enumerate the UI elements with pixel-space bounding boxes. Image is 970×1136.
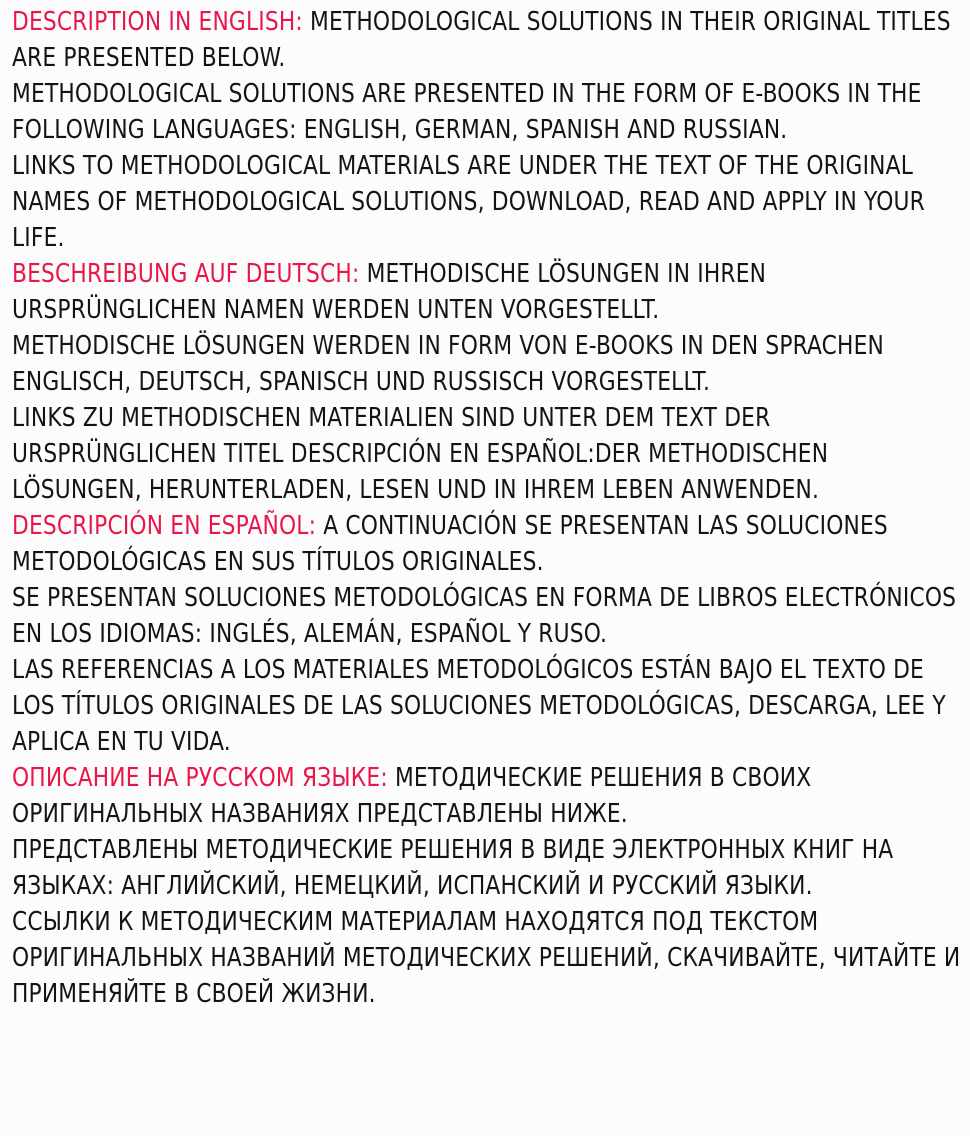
russian-links-text: ССЫЛКИ К МЕТОДИЧЕСКИМ МАТЕРИАЛАМ НАХОДЯТСЯ ПОД ТЕКСТОМ ОРИГИНАЛЬНЫХ НАЗВАНИЙ МЕТОДИЧЕСКИХ РЕШЕНИЙ, СКАЧИВАЙТЕ, ЧИТАЙТЕ И ПРИМЕНЯЙТЕ В СВОЕЙ ЖИЗНИ. bbox=[12, 907, 961, 1009]
german-format-paragraph bbox=[12, 328, 961, 400]
german-links-paragraph bbox=[12, 400, 961, 508]
english-format-paragraph bbox=[12, 76, 961, 148]
russian-intro-text: МЕТОДИЧЕСКИЕ РЕШЕНИЯ В СВОИХ ОРИГИНАЛЬНЫХ НАЗВАНИЯХ ПРЕДСТАВЛЕНЫ НИЖЕ. bbox=[12, 763, 812, 829]
english-format-text: METHODOLOGICAL SOLUTIONS ARE PRESENTED IN THE FORM OF E-BOOKS IN THE FOLLOWING LANGUAGES: ENGLISH, GERMAN, SPANISH AND RUSSIAN. bbox=[12, 79, 922, 145]
spanish-intro-text: A CONTINUACIÓN SE PRESENTAN LAS SOLUCIONES METODOLÓGICAS EN SUS TÍTULOS ORIGINALES. bbox=[12, 511, 888, 577]
russian-intro-paragraph bbox=[12, 760, 961, 832]
russian-links-paragraph bbox=[12, 904, 961, 1012]
german-links-text: LINKS ZU METHODISCHEN MATERIALIEN SIND UNTER DEM TEXT DER URSPRÜNGLICHEN TITEL DESCRIPCIÓN EN ESPAÑOL:DER METHODISCHEN LÖSUNGEN, HERUNTERLADEN, LESEN UND IN IHREM LEBEN ANWENDEN. bbox=[12, 403, 829, 505]
russian-format-paragraph bbox=[12, 832, 961, 904]
english-intro-paragraph bbox=[12, 4, 961, 76]
spanish-format-paragraph bbox=[12, 580, 961, 652]
english-links-text: LINKS TO METHODOLOGICAL MATERIALS ARE UNDER THE TEXT OF THE ORIGINAL NAMES OF METHODOLOGICAL SOLUTIONS, DOWNLOAD, READ AND APPLY IN YOUR LIFE. bbox=[12, 151, 925, 253]
spanish-links-text: LAS REFERENCIAS A LOS MATERIALES METODOLÓGICOS ESTÁN BAJO EL TEXTO DE LOS TÍTULOS ORIGINALES DE LAS SOLUCIONES METODOLÓGICAS, DESCARGA, LEE Y APLICA EN TU VIDA. bbox=[12, 655, 946, 757]
german-format-text: METHODISCHE LÖSUNGEN WERDEN IN FORM VON E-BOOKS IN DEN SPRACHEN ENGLISCH, DEUTSCH, SPANISCH UND RUSSISCH VORGESTELLT. bbox=[12, 331, 884, 397]
spanish-links-paragraph bbox=[12, 652, 961, 760]
spanish-format-text: SE PRESENTAN SOLUCIONES METODOLÓGICAS EN FORMA DE LIBROS ELECTRÓNICOS EN LOS IDIOMAS: INGLÉS, ALEMÁN, ESPAÑOL Y RUSO. bbox=[12, 583, 957, 649]
spanish-intro-paragraph bbox=[12, 508, 961, 580]
english-intro-text: METHODOLOGICAL SOLUTIONS IN THEIR ORIGINAL TITLES ARE PRESENTED BELOW. bbox=[12, 7, 951, 73]
german-intro-paragraph bbox=[12, 256, 961, 328]
english-heading: DESCRIPTION IN ENGLISH: bbox=[12, 7, 303, 37]
spanish-heading: DESCRIPCIÓN EN ESPAÑOL: bbox=[12, 511, 317, 541]
russian-format-text: ПРЕДСТАВЛЕНЫ МЕТОДИЧЕСКИЕ РЕШЕНИЯ В ВИДЕ ЭЛЕКТРОННЫХ КНИГ НА ЯЗЫКАХ: АНГЛИЙСКИЙ, НЕМЕЦКИЙ, ИСПАНСКИЙ И РУССКИЙ ЯЗЫКИ. bbox=[12, 835, 894, 901]
german-heading: BESCHREIBUNG AUF DEUTSCH: bbox=[12, 259, 360, 289]
english-links-paragraph bbox=[12, 148, 961, 256]
russian-heading: ОПИСАНИЕ НА РУССКОМ ЯЗЫКЕ: bbox=[12, 763, 388, 793]
german-intro-text: METHODISCHE LÖSUNGEN IN IHREN URSPRÜNGLICHEN NAMEN WERDEN UNTEN VORGESTELLT. bbox=[12, 259, 767, 325]
